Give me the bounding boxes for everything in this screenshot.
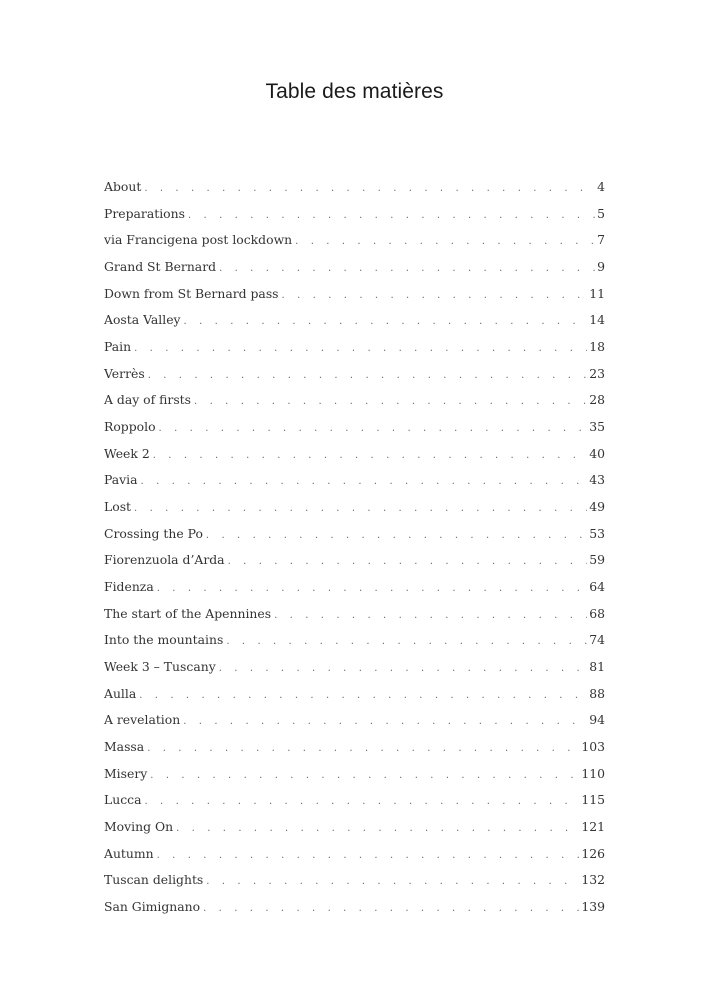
toc-entry-page: 121: [581, 819, 605, 835]
toc-entry-page: 115: [581, 792, 605, 808]
toc-entry-page: 94: [589, 712, 605, 728]
toc-entry-label: San Gimignano: [104, 899, 201, 915]
toc-entry-page: 64: [589, 579, 605, 595]
toc-entry-label: Misery: [104, 765, 148, 781]
toc-entry[interactable]: [104, 601, 605, 628]
toc-entry-label: Roppolo: [104, 419, 156, 435]
toc-entry-page: 126: [581, 845, 605, 861]
toc-entry-page: 68: [589, 605, 605, 621]
dot-leader: [139, 683, 587, 710]
toc-entry[interactable]: [104, 174, 605, 201]
toc-entry-label: Aosta Valley: [104, 312, 181, 328]
toc-entry-page: 40: [589, 445, 605, 461]
toc-entry-page: 18: [589, 339, 605, 355]
toc-entry-label: The start of the Apennines: [104, 605, 272, 621]
toc-entry[interactable]: [104, 894, 605, 921]
toc-entry[interactable]: [104, 521, 605, 548]
toc-entry-page: 103: [581, 739, 605, 755]
toc-entry-page: 53: [589, 525, 605, 541]
toc-entry-label: Moving On: [104, 819, 174, 835]
toc-entry-label: About: [104, 179, 142, 194]
dot-leader: [228, 549, 588, 576]
toc-entry-label: Week 2: [104, 445, 150, 461]
toc-entry-page: 110: [581, 765, 605, 781]
table-of-contents: [104, 174, 605, 921]
toc-entry-page: 14: [589, 312, 605, 328]
toc-entry-label: A day of firsts: [104, 392, 192, 408]
dot-leader: [150, 763, 579, 790]
dot-leader: [183, 709, 587, 736]
dot-leader: [226, 629, 587, 656]
toc-entry-page: 28: [589, 392, 605, 408]
toc-entry[interactable]: [104, 681, 605, 708]
toc-entry-label: Autumn: [104, 845, 154, 861]
toc-entry[interactable]: [104, 441, 605, 468]
toc-entry-page: 4: [597, 179, 605, 194]
toc-entry-page: 35: [589, 419, 605, 435]
dot-leader: [188, 203, 595, 230]
dot-leader: [274, 603, 587, 630]
toc-entry-page: 88: [589, 685, 605, 701]
toc-entry[interactable]: [104, 574, 605, 601]
dot-leader: [194, 389, 587, 416]
toc-entry-page: 81: [589, 659, 605, 675]
toc-entry[interactable]: [104, 627, 605, 654]
toc-entry[interactable]: [104, 547, 605, 574]
toc-entry[interactable]: [104, 841, 605, 868]
toc-entry-label: Lucca: [104, 792, 142, 808]
dot-leader: [134, 336, 587, 363]
toc-entry[interactable]: [104, 387, 605, 414]
toc-entry[interactable]: [104, 707, 605, 734]
toc-entry[interactable]: [104, 227, 605, 254]
toc-entry-page: 5: [597, 205, 605, 221]
toc-entry[interactable]: [104, 654, 605, 681]
toc-entry-page: 23: [589, 365, 605, 381]
page-title: Table des matières: [265, 80, 444, 103]
toc-entry-label: Grand St Bernard: [104, 259, 217, 275]
toc-entry-label: Pain: [104, 339, 132, 355]
toc-entry-page: 59: [589, 552, 605, 568]
toc-entry-page: 49: [589, 499, 605, 515]
dot-leader: [157, 576, 587, 603]
dot-leader: [184, 309, 588, 336]
dot-leader: [219, 256, 595, 283]
dot-leader: [157, 843, 580, 870]
toc-entry-label: Preparations: [104, 205, 185, 221]
dot-leader: [219, 656, 588, 683]
toc-entry[interactable]: [104, 334, 605, 361]
toc-entry-page: 74: [589, 632, 605, 648]
toc-entry[interactable]: [104, 494, 605, 521]
dot-leader: [203, 896, 579, 923]
toc-entry-label: Week 3 – Tuscany: [104, 659, 216, 675]
toc-entry[interactable]: [104, 281, 605, 308]
toc-entry-page: 7: [597, 232, 605, 248]
toc-entry[interactable]: [104, 254, 605, 281]
toc-entry-label: Crossing the Po: [104, 525, 203, 541]
dot-leader: [153, 443, 587, 470]
toc-entry-label: via Francigena post lockdown: [104, 232, 293, 248]
toc-entry[interactable]: [104, 361, 605, 388]
toc-entry[interactable]: [104, 734, 605, 761]
toc-entry[interactable]: [104, 414, 605, 441]
toc-entry-page: 11: [589, 285, 605, 301]
dot-leader: [144, 176, 595, 203]
toc-entry-label: Pavia: [104, 472, 138, 488]
toc-entry[interactable]: [104, 307, 605, 334]
dot-leader: [206, 523, 587, 550]
toc-entry-page: 43: [589, 472, 605, 488]
toc-entry-label: Verrès: [104, 365, 145, 381]
toc-entry-label: Fiorenzuola d’Arda: [104, 552, 225, 568]
dot-leader: [134, 496, 587, 523]
toc-entry[interactable]: [104, 761, 605, 788]
toc-entry-label: Into the mountains: [104, 632, 224, 648]
dot-leader: [144, 789, 579, 816]
toc-entry-page: 132: [581, 872, 605, 888]
dot-leader: [206, 869, 579, 896]
toc-entry-label: Tuscan delights: [104, 872, 204, 888]
dot-leader: [159, 416, 588, 443]
toc-entry-label: Aulla: [104, 685, 137, 701]
toc-entry-label: Down from St Bernard pass: [104, 285, 279, 301]
toc-entry-label: Massa: [104, 739, 145, 755]
toc-entry[interactable]: [104, 467, 605, 494]
toc-entry-page: 139: [581, 899, 605, 915]
dot-leader: [176, 816, 579, 843]
toc-entry-label: A revelation: [104, 712, 181, 728]
dot-leader: [141, 469, 588, 496]
dot-leader: [295, 229, 595, 256]
toc-entry-label: Lost: [104, 499, 132, 515]
toc-entry[interactable]: [104, 867, 605, 894]
dot-leader: [147, 736, 579, 763]
dot-leader: [282, 283, 588, 310]
toc-entry-label: Fidenza: [104, 579, 154, 595]
toc-entry-page: 9: [597, 259, 605, 275]
dot-leader: [148, 363, 588, 390]
toc-entry[interactable]: [104, 814, 605, 841]
toc-entry[interactable]: [104, 787, 605, 814]
toc-entry[interactable]: [104, 201, 605, 228]
